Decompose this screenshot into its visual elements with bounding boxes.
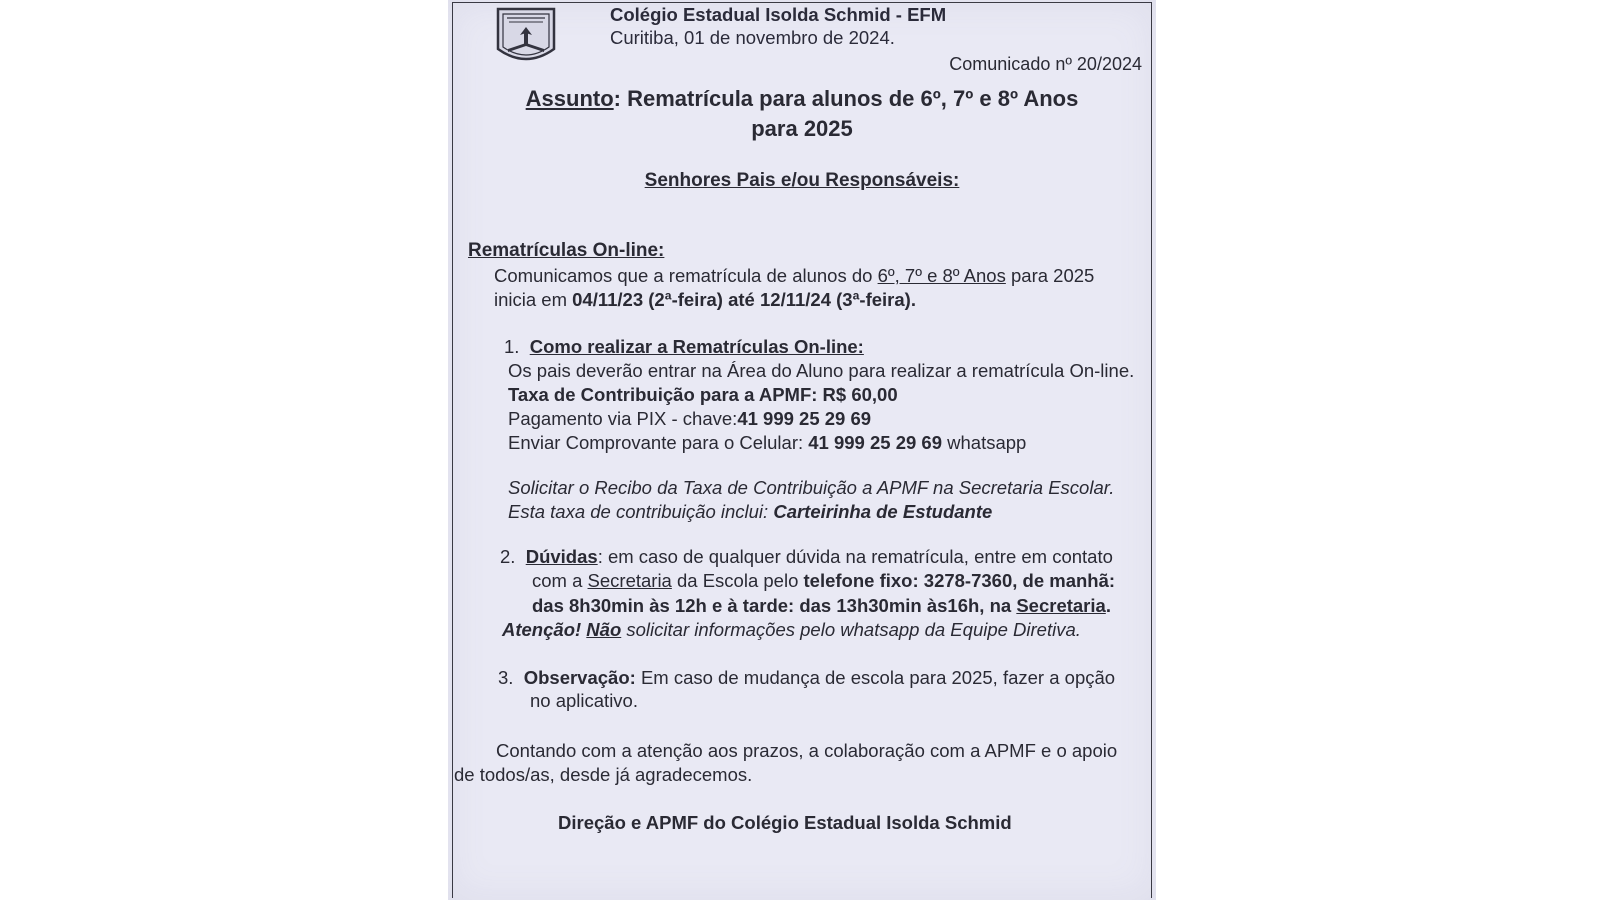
receipt-phone: Enviar Comprovante para o Celular: 41 999 25 29 69 whatsapp: [508, 432, 1027, 453]
greeting: Senhores Pais e/ou Responsáveis:: [644, 170, 960, 191]
item-1-line-1: Os pais deverão entrar na Área do Aluno para realizar a rematrícula On-line.: [508, 360, 1135, 381]
closing-line-2: de todos/as, desde já agradecemos.: [454, 764, 753, 785]
school-name: Colégio Estadual Isolda Schmid - EFM: [610, 4, 947, 25]
online-paragraph-line-1: Comunicamos que a rematrícula de alunos do 6º, 7º e 8º Anos para 2025: [494, 265, 1095, 286]
city-date: Curitiba, 01 de novembro de 2024.: [610, 27, 895, 48]
comunicado-number: Comunicado nº 20/2024: [949, 54, 1142, 74]
subject-label: Assunto: [525, 86, 614, 111]
school-crest-logo: [494, 5, 558, 69]
item-1-fee-includes: Esta taxa de contribuição inclui: Carteirinha de Estudante: [508, 501, 993, 522]
online-heading: Rematrículas On-line:: [468, 240, 665, 261]
subject-line-1: : Rematrícula para alunos de 6º, 7º e 8º Anos: [613, 86, 1079, 111]
pix-key: Pagamento via PIX - chave:41 999 25 29 69: [508, 408, 872, 429]
signature: Direção e APMF do Colégio Estadual Isolda Schmid: [558, 812, 1012, 833]
item-1-heading: 1. Como realizar a Rematrículas On-line:: [504, 336, 864, 357]
subject-line-2: para 2025: [751, 116, 853, 141]
subject-heading: [468, 84, 1136, 144]
online-paragraph-line-2: inicia em 04/11/23 (2ª-feira) até 12/11/24 (3ª-feira).: [494, 289, 916, 310]
document-page: [448, 0, 1156, 900]
item-3-line-2: no aplicativo.: [530, 690, 638, 711]
closing-line-1: Contando com a atenção aos prazos, a colaboração com a APMF e o apoio: [496, 740, 1118, 761]
apmf-fee: Taxa de Contribuição para a APMF: R$ 60,00: [508, 384, 898, 405]
item-3-line-1: 3. Observação: Em caso de mudança de escola para 2025, fazer a opção: [498, 667, 1116, 688]
item-2-warning: Atenção! Não solicitar informações pelo whatsapp da Equipe Diretiva.: [502, 619, 1081, 640]
item-1-receipt-note: Solicitar o Recibo da Taxa de Contribuição a APMF na Secretaria Escolar.: [508, 477, 1115, 498]
item-2-line-3: das 8h30min às 12h e à tarde: das 13h30min às16h, na Secretaria.: [532, 595, 1111, 616]
item-2-line-2: com a Secretaria da Escola pelo telefone fixo: 3278-7360, de manhã:: [532, 570, 1116, 591]
item-2-line-1: 2. Dúvidas: em caso de qualquer dúvida na rematrícula, entre em contato: [500, 546, 1113, 567]
